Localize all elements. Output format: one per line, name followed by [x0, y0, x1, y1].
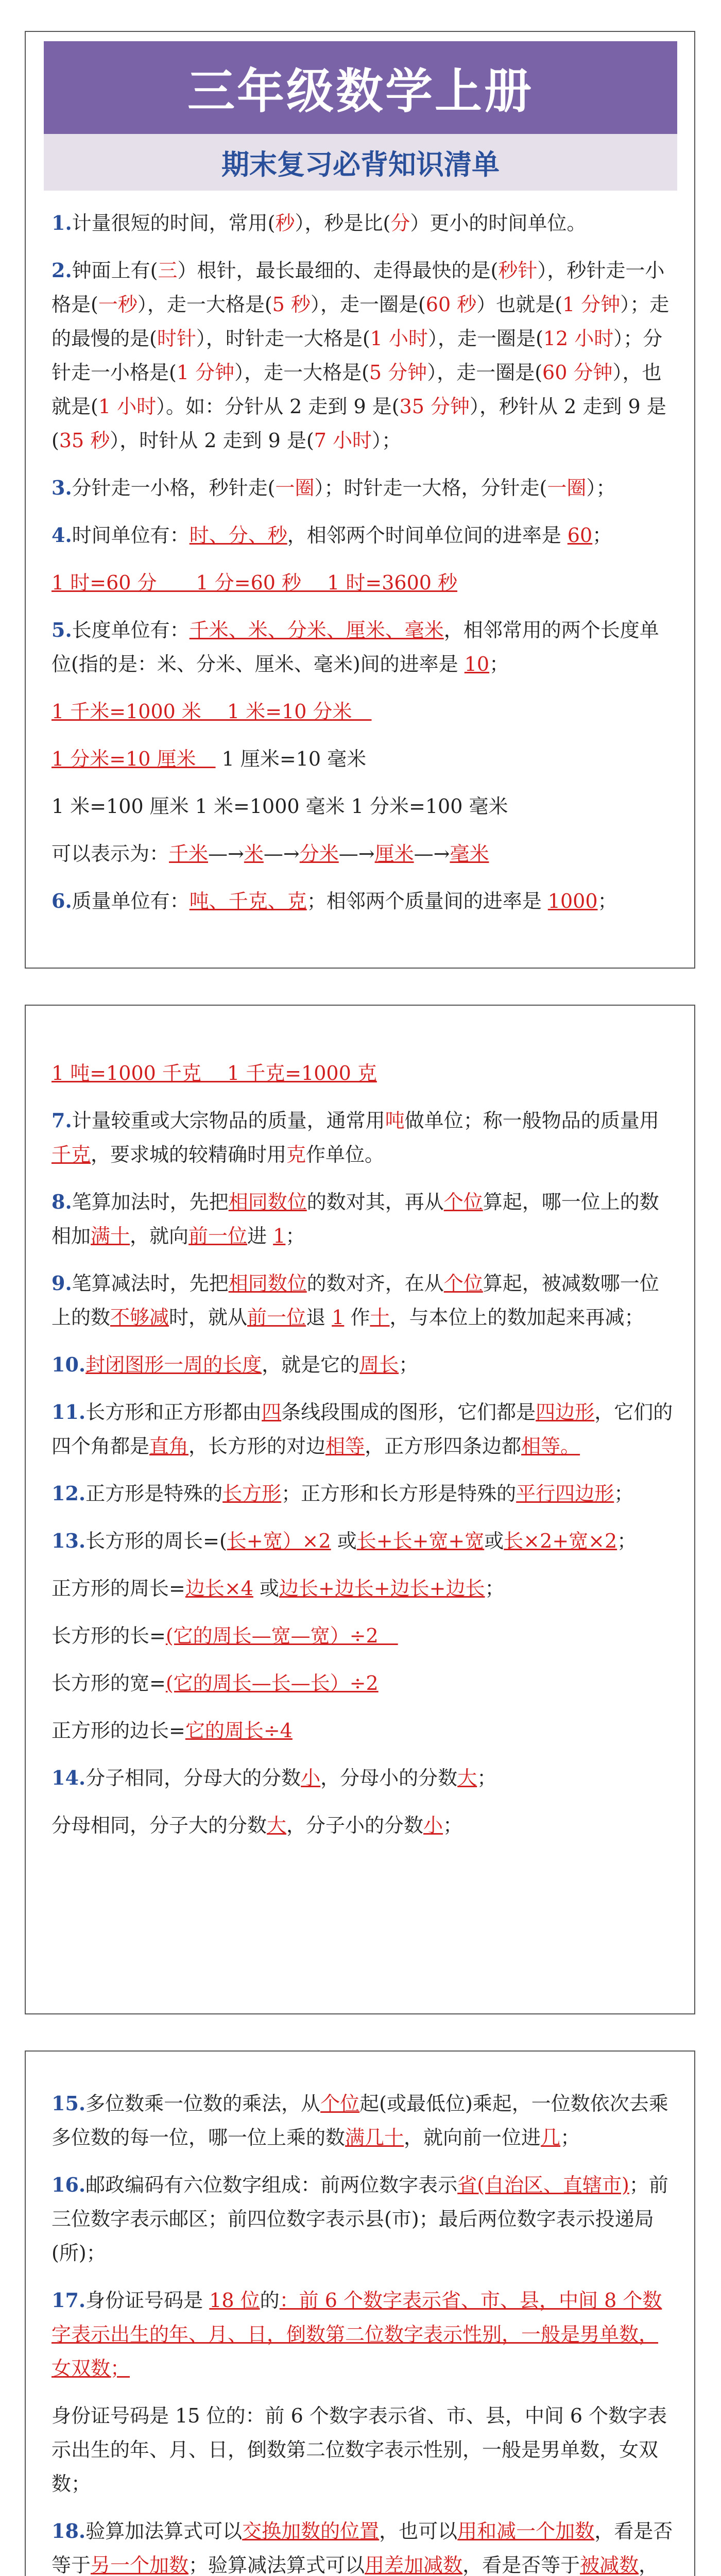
item-text: ，与本位上的数加起来再减；: [389, 1306, 644, 1329]
item-text: 起(或最低位)乘起，一位数依次去乘多位数的每一位，哪一位上乘的数: [52, 2092, 668, 2149]
item-text: 计量较重或大宗物品的质量，通常用: [72, 1109, 385, 1132]
item-text: ；: [617, 1530, 637, 1552]
item-text: ，看是否等于: [462, 2554, 580, 2576]
knowledge-list-1: [52, 206, 675, 931]
knowledge-item: [52, 2168, 675, 2270]
knowledge-item: [52, 2283, 675, 2385]
item-text: ），走一大格是(: [137, 293, 272, 316]
item-text: ，就是它的: [262, 1353, 360, 1376]
item-answer: 1 千米=1000 米 1 米=10 分米: [52, 700, 372, 723]
knowledge-item: [52, 1477, 675, 1511]
knowledge-item: [52, 2087, 675, 2155]
item-text: ，就向: [130, 1225, 189, 1247]
item-text: ，长方形的对边: [188, 1435, 326, 1458]
item-text: ，: [639, 2554, 659, 2576]
item-text: ；: [560, 2126, 580, 2149]
item-answer: 边长+边长+边长+边长: [279, 1577, 485, 1600]
item-answer: 封闭图形一周的长度: [85, 1353, 262, 1376]
item-text: 身份证号码是: [85, 2289, 210, 2312]
item-answer: 个位: [320, 2092, 360, 2115]
page-title: 三年级数学上册: [44, 41, 677, 134]
knowledge-item: [52, 1185, 675, 1253]
item-answer: 60 分钟: [542, 361, 613, 384]
item-number: 14.: [52, 1766, 86, 1789]
item-text: 退: [306, 1306, 332, 1329]
item-text: 长方形的长=: [52, 1624, 166, 1647]
item-answer: 1 分米=10 厘米: [52, 748, 216, 770]
item-answer: 长×2+宽×2: [504, 1530, 617, 1552]
item-answer: 千米、米、分米、厘米、毫米: [189, 619, 444, 641]
item-text: 算起，被减数哪一位上的数: [52, 1272, 659, 1329]
item-answer: 一圈: [275, 477, 315, 499]
item-answer: 5 分钟: [369, 361, 427, 384]
knowledge-item: [52, 1619, 675, 1653]
item-text: 做单位；称一般物品的质量用: [404, 1109, 659, 1132]
item-answer: 10: [464, 653, 490, 675]
item-answer: 长+长+宽+宽: [356, 1530, 485, 1552]
item-text: ；: [477, 1767, 497, 1789]
item-text: 的数对齐，在从: [306, 1272, 444, 1295]
item-text: 正方形的边长=: [52, 1719, 185, 1742]
item-text: ），时针走一大格是(: [196, 327, 370, 350]
item-answer: 60 秒: [425, 293, 477, 316]
item-answer: 平行四边形: [516, 1482, 614, 1505]
knowledge-item: [52, 2514, 675, 2576]
item-answer: 被减数: [580, 2554, 639, 2576]
knowledge-item: [52, 1104, 675, 1172]
item-text: 进: [247, 1225, 273, 1247]
item-text: 长度单位有：: [72, 619, 190, 641]
item-answer: 相等: [325, 1435, 365, 1458]
item-answer: 相等。: [521, 1435, 580, 1458]
item-number: 12.: [52, 1482, 86, 1505]
item-text: 可以表示为：: [52, 842, 169, 865]
knowledge-list-3: [52, 2087, 675, 2576]
item-text: ；: [285, 1225, 305, 1247]
knowledge-item: [52, 1571, 675, 1605]
item-text: ；相邻两个质量间的进率是: [306, 890, 548, 912]
knowledge-item: [52, 1666, 675, 1700]
item-number: 9.: [52, 1272, 72, 1295]
item-answer: 直角: [149, 1435, 189, 1458]
item-answer: 1 小时: [370, 327, 428, 350]
item-text: ，它们的四个角都是: [52, 1401, 673, 1458]
item-answer: 厘米: [374, 842, 414, 865]
item-text: 长方形和正方形都由: [85, 1401, 262, 1423]
page-subtitle: 期末复习必背知识清单: [44, 134, 677, 191]
item-answer: 三: [158, 259, 178, 282]
item-answer: 几: [541, 2126, 561, 2149]
item-text: 质量单位有：: [72, 890, 190, 912]
item-text: 笔算减法时，先把: [72, 1272, 229, 1295]
knowledge-item: [52, 566, 675, 600]
item-answer: 一秒: [98, 293, 138, 316]
item-answer: 省(自治区、直辖市): [457, 2174, 629, 2196]
item-number: 18.: [52, 2519, 86, 2543]
item-text: —→: [208, 842, 244, 865]
item-text: ）。如：分针从 2 走到 9 是(: [156, 395, 400, 418]
item-text: 时间单位有：: [72, 524, 190, 547]
knowledge-item: [52, 789, 675, 823]
item-number: 8.: [52, 1190, 72, 1213]
item-number: 10.: [52, 1353, 86, 1376]
item-answer: 用和减一个加数: [457, 2520, 595, 2543]
item-answer: 四边形: [536, 1401, 595, 1423]
item-text: ）；时针走一大格，分针走(: [314, 477, 547, 499]
item-text: 的数对其，再从: [306, 1191, 444, 1213]
item-text: 算起，哪一位上的数相加: [52, 1191, 659, 1247]
item-answer: 吨: [385, 1109, 405, 1132]
knowledge-item: [52, 837, 675, 871]
item-text: ，要求城的较精确时用: [91, 1143, 287, 1166]
item-answer: 千克: [52, 1143, 91, 1166]
item-text: ），走一圈是(: [310, 293, 426, 316]
knowledge-item: [52, 742, 675, 776]
item-answer: 米: [244, 842, 264, 865]
item-answer: 个位: [443, 1272, 483, 1295]
knowledge-item: [52, 694, 675, 728]
item-answer: 1 小时: [98, 395, 157, 418]
item-answer: 不够减: [110, 1306, 169, 1329]
item-answer: 1: [332, 1306, 345, 1329]
item-answer: 秒针: [498, 259, 538, 282]
item-answer: 边长×4: [185, 1577, 253, 1600]
item-text: ），走一圈是(: [427, 361, 543, 384]
item-text: 长方形的周长=(: [85, 1530, 227, 1552]
item-text: ），也就是(: [52, 361, 662, 418]
item-text: 长方形的宽=: [52, 1672, 166, 1694]
knowledge-item: [52, 1395, 675, 1463]
item-text: ）；分针走一小格是(: [52, 327, 663, 384]
item-answer: 克: [286, 1143, 306, 1166]
item-answer: 1: [273, 1225, 286, 1247]
item-text: 正方形的周长=: [52, 1577, 185, 1600]
item-text: ，分母小的分数: [320, 1767, 458, 1789]
knowledge-item: [52, 2399, 675, 2501]
item-text: ）更小的时间单位。: [410, 212, 587, 234]
item-answer: 另一个加数: [91, 2554, 189, 2576]
knowledge-item: [52, 1808, 675, 1842]
item-answer: 大: [267, 1814, 287, 1837]
knowledge-item: [52, 206, 675, 240]
item-text: 作: [344, 1306, 370, 1329]
item-text: ，相邻常用的两个长度单位(指的是：米、分米、厘米、毫米)间的进率是: [52, 619, 659, 675]
item-answer: 四: [262, 1401, 282, 1423]
item-text: 时，就从: [169, 1306, 248, 1329]
item-text: 1 厘米=10 毫米: [215, 748, 367, 770]
item-text: 分子相同，分母大的分数: [85, 1767, 301, 1789]
item-answer: 长+宽）×2: [227, 1530, 331, 1552]
item-text: 验算加法算式可以: [85, 2520, 243, 2543]
item-text: ）也就是(: [476, 293, 563, 316]
item-answer: 35 分钟: [399, 395, 470, 418]
item-answer: 满十: [91, 1225, 130, 1247]
item-text: ）；走的最慢的是(: [52, 293, 670, 350]
knowledge-item: [52, 1761, 675, 1795]
item-text: 或: [331, 1530, 357, 1552]
item-text: 钟面上有(: [72, 259, 158, 282]
knowledge-item: [52, 613, 675, 681]
item-text: ），走一大格是(: [234, 361, 369, 384]
item-text: ；: [597, 890, 617, 912]
item-text: ；: [614, 1482, 634, 1505]
item-text: ），秒针从 2 走到 9 是(: [52, 395, 666, 452]
item-text: ，相邻两个时间单位间的进率是: [287, 524, 568, 547]
knowledge-list-2: [52, 1056, 675, 1856]
item-answer: 交换加数的位置: [242, 2520, 380, 2543]
item-answer: 1 分钟: [176, 361, 235, 384]
item-number: 2.: [52, 259, 72, 282]
item-answer: 毫米: [450, 842, 489, 865]
item-text: ；验算减法算式可以: [188, 2554, 365, 2576]
item-answer: 前一位: [188, 1225, 248, 1247]
knowledge-item: [52, 1056, 675, 1090]
item-text: —→: [414, 842, 450, 865]
item-answer: 用差加减数: [365, 2554, 463, 2576]
item-text: 1 米=100 厘米 1 米=1000 毫米 1 分米=100 毫米: [52, 795, 508, 818]
item-answer: 1 分钟: [562, 293, 621, 316]
item-answer: 时、分、秒: [189, 524, 287, 547]
item-number: 6.: [52, 889, 72, 912]
item-text: ；: [592, 524, 612, 547]
item-text: ），走一圈是(: [427, 327, 543, 350]
item-answer: 60: [567, 524, 593, 547]
item-text: 邮政编码有六位数字组成：前两位数字表示: [85, 2174, 458, 2196]
item-text: ；: [443, 1814, 463, 1837]
knowledge-item: [52, 1714, 675, 1748]
item-answer: 小: [301, 1767, 321, 1789]
item-answer: 7 小时: [314, 429, 372, 452]
knowledge-item: [52, 1348, 675, 1382]
item-answer: (它的周长—宽—宽）÷2: [165, 1624, 398, 1647]
item-answer: 个位: [443, 1191, 483, 1213]
item-number: 4.: [52, 523, 72, 547]
item-text: ；: [489, 653, 509, 675]
item-number: 15.: [52, 2092, 86, 2115]
item-answer: 大: [457, 1767, 477, 1789]
item-answer: (它的周长—长—长）÷2: [165, 1672, 379, 1694]
item-number: 7.: [52, 1109, 72, 1132]
item-answer: 它的周长÷4: [185, 1719, 293, 1742]
item-text: ，分子小的分数: [286, 1814, 424, 1837]
item-number: 11.: [52, 1400, 86, 1423]
title-banner: [44, 41, 677, 191]
knowledge-item: [52, 518, 675, 552]
item-text: ），秒是比(: [295, 212, 391, 234]
item-text: ；: [399, 1353, 419, 1376]
knowledge-item: [52, 1266, 675, 1334]
item-answer: 分: [390, 212, 410, 234]
item-text: 的: [260, 2289, 280, 2312]
item-text: 多位数乘一位数的乘法，从: [85, 2092, 321, 2115]
item-text: —→: [263, 842, 300, 865]
item-text: ），时针从 2 走到 9 是(: [110, 429, 314, 452]
item-text: ；正方形和长方形是特殊的: [281, 1482, 517, 1505]
item-answer: 相同数位: [228, 1272, 307, 1295]
item-text: 分母相同，分子大的分数: [52, 1814, 267, 1837]
item-answer: ：前 6 个数字表示省、市、县，中间 8 个数字表示出生的年、月、日，倒数第二位数字表示性别，一般是男单数，女双数；: [52, 2289, 662, 2380]
item-text: ，就向前一位进: [404, 2126, 541, 2149]
item-answer: 小: [423, 1814, 443, 1837]
item-text: 正方形是特殊的: [85, 1482, 223, 1505]
item-text: 条线段围成的图形，它们都是: [281, 1401, 536, 1423]
item-text: 计量很短的时间，常用(: [72, 212, 276, 234]
item-answer: 12 小时: [543, 327, 614, 350]
knowledge-item: [52, 884, 675, 918]
item-text: ，看是否等于: [52, 2520, 673, 2576]
item-answer: 1000: [547, 890, 598, 912]
item-text: 身份证号码是 15 位的：前 6 个数字表示省、市、县，中间 6 个数字表示出生的年、月、日，倒数第二位数字表示性别，一般是男单数，女双数；: [52, 2404, 667, 2495]
item-answer: 吨、千克、克: [189, 890, 307, 912]
item-text: 分针走一小格，秒针走(: [72, 477, 276, 499]
item-text: 作单位。: [306, 1143, 385, 1166]
item-number: 13.: [52, 1529, 86, 1552]
item-number: 5.: [52, 618, 72, 641]
item-answer: 时针: [157, 327, 196, 350]
item-answer: 前一位: [247, 1306, 306, 1329]
item-answer: 18 位: [209, 2289, 260, 2312]
item-text: ），秒针走一小格是(: [52, 259, 665, 316]
item-text: —→: [338, 842, 375, 865]
item-answer: 5 秒: [272, 293, 311, 316]
item-answer: 一圈: [547, 477, 587, 499]
item-text: 或: [484, 1530, 504, 1552]
item-answer: 1 吨=1000 千克 1 千克=1000 克: [52, 1062, 377, 1084]
item-answer: 秒: [275, 212, 295, 234]
item-text: ，也可以: [379, 2520, 458, 2543]
item-answer: 周长: [359, 1353, 399, 1376]
item-answer: 分米: [299, 842, 339, 865]
knowledge-item: [52, 253, 675, 457]
item-text: ，正方形四条边都: [365, 1435, 522, 1458]
item-answer: 长方形: [222, 1482, 282, 1505]
item-answer: 满几十: [345, 2126, 404, 2149]
knowledge-item: [52, 1524, 675, 1558]
item-text: ）；: [586, 477, 616, 499]
item-number: 1.: [52, 211, 72, 234]
item-text: 或: [253, 1577, 279, 1600]
item-number: 17.: [52, 2289, 86, 2312]
item-answer: 千米: [169, 842, 209, 865]
item-answer: 十: [370, 1306, 390, 1329]
item-number: 16.: [52, 2173, 86, 2196]
item-text: 笔算加法时，先把: [72, 1191, 229, 1213]
item-text: ）根针，最长最细的、走得最快的是(: [177, 259, 499, 282]
item-text: ）；: [372, 429, 402, 452]
item-text: ；前三位数字表示邮区；前四位数字表示县(市)；最后两位数字表示投递局(所)；: [52, 2174, 668, 2264]
item-number: 3.: [52, 476, 72, 499]
item-text: ；: [485, 1577, 505, 1600]
item-answer: 35 秒: [59, 429, 110, 452]
knowledge-item: [52, 471, 675, 505]
item-answer: 1 时=60 分 1 分=60 秒 1 时=3600 秒: [52, 571, 458, 594]
item-answer: 相同数位: [228, 1191, 307, 1213]
